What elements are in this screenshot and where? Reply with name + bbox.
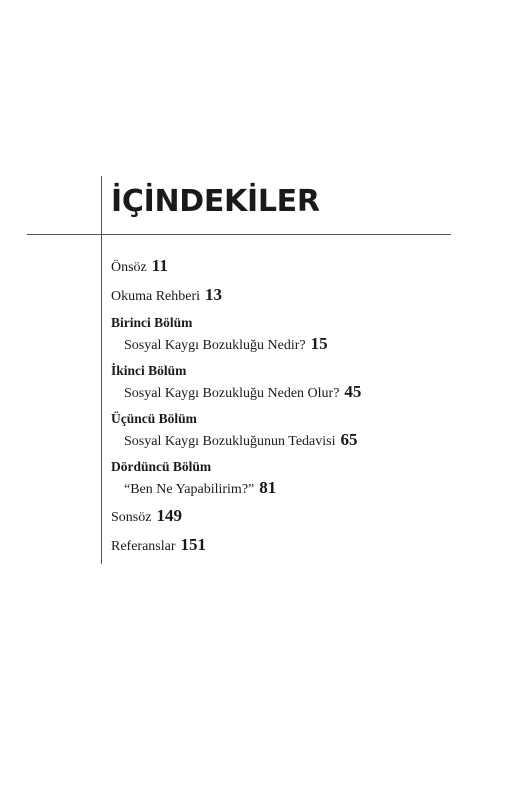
toc-entry-bolum1[interactable] <box>111 333 491 355</box>
toc-entry-referanslar[interactable] <box>111 534 491 556</box>
toc-entry-okuma-rehberi[interactable] <box>111 284 491 306</box>
section-heading-birinci: Birinci Bölüm <box>111 315 193 330</box>
toc-page-number: 151 <box>180 535 207 554</box>
toc-entry-onsoz[interactable] <box>111 255 491 277</box>
toc-entry-label: Önsöz <box>111 260 147 275</box>
page-title: İÇİNDEKİLER <box>111 184 320 219</box>
toc-page-number: 11 <box>151 256 168 275</box>
toc-page-number: 45 <box>344 382 362 401</box>
table-of-contents <box>111 255 491 556</box>
toc-entry-sonsoz[interactable] <box>111 505 491 527</box>
toc-entry-label: Sosyal Kaygı Bozukluğu Nedir? <box>124 338 306 353</box>
toc-page-number: 65 <box>340 430 358 449</box>
toc-entry-label: “Ben Ne Yapabilirim?” <box>124 482 255 497</box>
toc-entry-label: Sonsöz <box>111 510 152 525</box>
toc-entry-bolum3[interactable] <box>111 429 491 451</box>
section-heading-ucuncu: Üçüncü Bölüm <box>111 411 197 426</box>
toc-page-number: 81 <box>259 478 277 497</box>
horizontal-rule <box>27 234 451 235</box>
toc-entry-label: Sosyal Kaygı Bozukluğu Neden Olur? <box>124 386 340 401</box>
section-heading-dorduncu: Dördüncü Bölüm <box>111 459 212 474</box>
toc-entry-label: Okuma Rehberi <box>111 289 201 304</box>
toc-entry-label: Referanslar <box>111 539 176 554</box>
section-heading-ikinci: İkinci Bölüm <box>111 363 187 378</box>
toc-page-number: 15 <box>310 334 328 353</box>
toc-entry-label: Sosyal Kaygı Bozukluğunun Tedavisi <box>124 434 336 449</box>
toc-entry-bolum2[interactable] <box>111 381 491 403</box>
toc-page-number: 13 <box>205 285 223 304</box>
toc-page-number: 149 <box>156 506 182 525</box>
toc-entry-bolum4[interactable] <box>111 477 491 499</box>
